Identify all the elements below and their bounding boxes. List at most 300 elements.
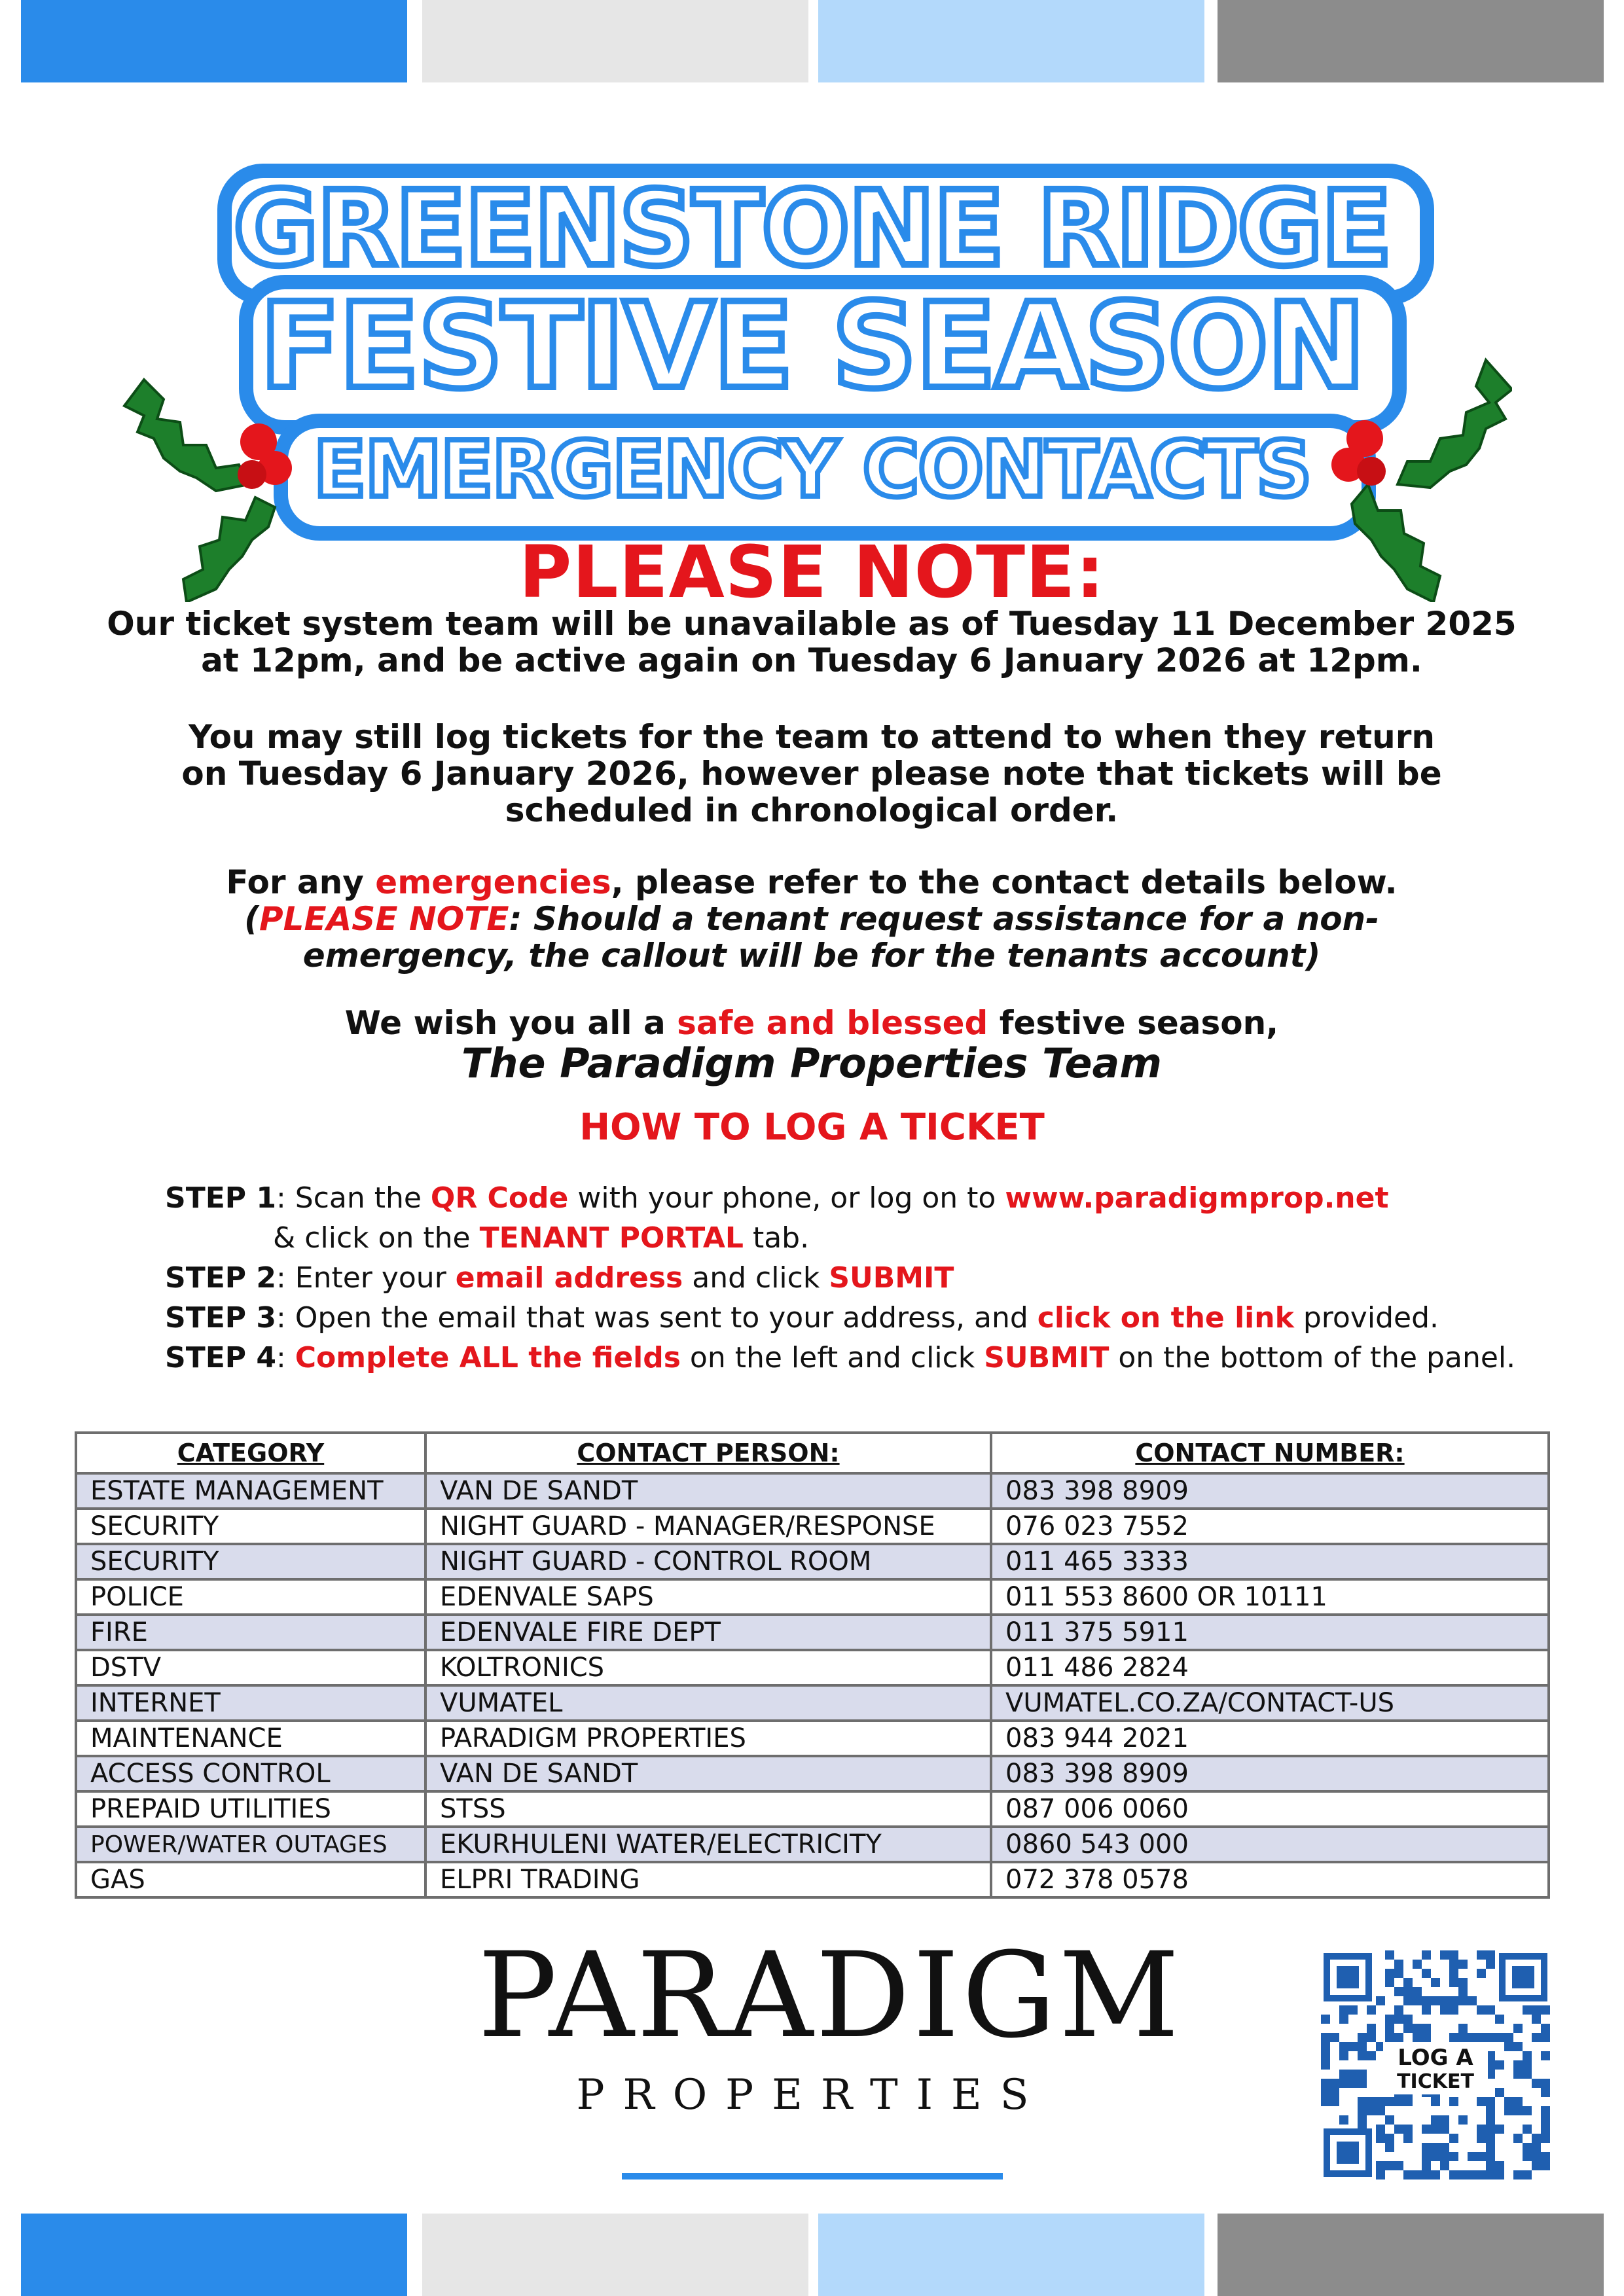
qr-module — [1513, 2060, 1523, 2070]
bottom-bar-blue — [21, 2214, 407, 2296]
qr-module — [1458, 2170, 1468, 2179]
qr-module — [1403, 1978, 1413, 1987]
qr-module — [1541, 2125, 1550, 2134]
qr-module — [1449, 1950, 1458, 1960]
table-row — [76, 1544, 1549, 1579]
cell-person: EDENVALE FIRE DEPT — [425, 1615, 991, 1650]
qr-module — [1431, 2170, 1440, 2179]
qr-module — [1394, 2015, 1403, 2024]
qr-module — [1321, 2079, 1330, 2088]
header-contact-person: CONTACT PERSON: — [425, 1433, 991, 1473]
qr-module — [1385, 2097, 1394, 2106]
qr-module — [1358, 2125, 1367, 2134]
qr-module — [1486, 1950, 1495, 1960]
qr-module — [1486, 2115, 1495, 2125]
qr-module — [1413, 2170, 1422, 2179]
qr-module — [1541, 2005, 1550, 2015]
qr-module — [1367, 2005, 1376, 2015]
qr-module — [1486, 2125, 1495, 2134]
qr-module — [1403, 1996, 1413, 2005]
logo-main-text: PARADIGM — [478, 1928, 1182, 2064]
qr-module — [1394, 1987, 1403, 1996]
qr-module — [1523, 2106, 1532, 2115]
qr-module — [1367, 2051, 1376, 2060]
qr-module — [1504, 2033, 1513, 2042]
qr-module — [1376, 2170, 1385, 2179]
qr-module — [1523, 2051, 1532, 2060]
qr-module — [1413, 1987, 1422, 1996]
table-header-row — [76, 1433, 1549, 1473]
p4-safe-blessed: safe and blessed — [677, 1004, 988, 1042]
cell-person: NIGHT GUARD - MANAGER/RESPONSE — [425, 1509, 991, 1544]
qr-module — [1495, 2170, 1504, 2179]
qr-module — [1541, 2152, 1550, 2161]
step-4-text-2: on the left and click — [680, 1341, 984, 1374]
qr-module — [1468, 2033, 1477, 2042]
table-row — [76, 1685, 1549, 1721]
p3-text-a: For any — [226, 863, 376, 901]
qr-module — [1532, 2152, 1541, 2161]
qr-module — [1541, 2161, 1550, 2170]
cell-category: ACCESS CONTROL — [76, 1756, 425, 1791]
qr-module — [1486, 2106, 1495, 2115]
qr-module — [1358, 2097, 1367, 2106]
qr-module — [1422, 1950, 1431, 1960]
qr-module — [1367, 2033, 1376, 2042]
qr-module — [1541, 2106, 1550, 2115]
qr-module — [1321, 2015, 1330, 2024]
qr-module — [1376, 2097, 1385, 2106]
cell-number: 011 465 3333 — [991, 1544, 1549, 1579]
p3-emergencies: emergencies — [375, 863, 611, 901]
qr-module — [1339, 2051, 1348, 2060]
qr-module — [1486, 2005, 1495, 2015]
qr-module — [1358, 2051, 1367, 2060]
qr-module — [1330, 2033, 1339, 2042]
qr-module — [1394, 1969, 1403, 1978]
qr-module — [1449, 2005, 1458, 2015]
cell-category: FIRE — [76, 1615, 425, 1650]
qr-module — [1440, 2152, 1449, 2161]
step-3 — [165, 1298, 1540, 1338]
qr-module — [1477, 2005, 1486, 2015]
qr-module — [1422, 2024, 1431, 2033]
qr-module — [1440, 1950, 1449, 1960]
step-1-text-4: tab. — [743, 1221, 810, 1255]
qr-module — [1422, 2170, 1431, 2179]
qr-module — [1486, 2033, 1495, 2042]
qr-module — [1440, 2161, 1449, 2170]
qr-module — [1403, 2097, 1413, 2106]
qr-module — [1458, 2033, 1468, 2042]
notice-paragraph-1 — [92, 605, 1532, 679]
qr-module — [1440, 1996, 1449, 2005]
qr-module — [1403, 2134, 1413, 2143]
qr-module — [1458, 1960, 1468, 1969]
step-1-qr-code: QR Code — [430, 1181, 569, 1215]
qr-module — [1330, 2079, 1339, 2088]
qr-module — [1376, 1996, 1385, 2005]
qr-module — [1385, 2015, 1394, 2024]
step-1-text-3: & click on the — [273, 1221, 480, 1255]
step-1 — [165, 1178, 1540, 1218]
qr-module — [1376, 2106, 1385, 2115]
qr-module — [1532, 2143, 1541, 2152]
cell-number: 011 375 5911 — [991, 1615, 1549, 1650]
qr-module — [1541, 2051, 1550, 2060]
header-contact-number: CONTACT NUMBER: — [991, 1433, 1549, 1473]
qr-module — [1358, 2042, 1367, 2051]
qr-module — [1477, 2170, 1486, 2179]
qr-module — [1431, 1978, 1440, 1987]
qr-module — [1513, 2097, 1523, 2106]
qr-module — [1358, 2115, 1367, 2125]
cell-number: 076 023 7552 — [991, 1509, 1549, 1544]
qr-module — [1458, 1996, 1468, 2005]
qr-module — [1367, 2097, 1376, 2106]
qr-module — [1321, 2097, 1330, 2106]
cell-number: 083 398 8909 — [991, 1473, 1549, 1509]
qr-module — [1532, 2079, 1541, 2088]
qr-module — [1413, 1960, 1422, 1969]
bottom-bar-grey — [1218, 2214, 1604, 2296]
qr-module — [1440, 2125, 1449, 2134]
table-row — [76, 1650, 1549, 1685]
qr-module — [1523, 2060, 1532, 2070]
qr-module — [1449, 1969, 1458, 1978]
qr-module — [1458, 1987, 1468, 1996]
qr-module — [1394, 2033, 1403, 2042]
qr-module — [1477, 2125, 1486, 2134]
steps-list — [165, 1178, 1540, 1378]
p2-text-a: You may still log tickets for the team to attend to when they return on — [181, 718, 1435, 793]
p4-text-c: festive season, — [988, 1004, 1279, 1042]
qr-module — [1541, 2115, 1550, 2125]
qr-module — [1403, 1987, 1413, 1996]
table-row — [76, 1721, 1549, 1756]
qr-module — [1486, 2134, 1495, 2143]
table-row — [76, 1579, 1549, 1615]
qr-module — [1486, 2152, 1495, 2161]
qr-module — [1513, 2106, 1523, 2115]
qr-module — [1422, 1969, 1431, 1978]
qr-module — [1422, 2143, 1431, 2152]
qr-module — [1523, 2143, 1532, 2152]
p3-paren: ( — [244, 900, 259, 938]
cell-person: VAN DE SANDT — [425, 1756, 991, 1791]
qr-module — [1468, 2152, 1477, 2161]
cell-number: 011 486 2824 — [991, 1650, 1549, 1685]
step-1-tenant-portal: TENANT PORTAL — [479, 1221, 744, 1255]
step-4-label: STEP 4 — [165, 1341, 276, 1374]
cell-category: POWER/WATER OUTAGES — [76, 1827, 425, 1862]
qr-module — [1431, 2125, 1440, 2134]
qr-module — [1348, 2079, 1358, 2088]
top-bar-grey — [1218, 0, 1604, 82]
qr-module — [1532, 2005, 1541, 2015]
qr-module — [1376, 2161, 1385, 2170]
qr-module — [1513, 2070, 1523, 2079]
qr-module — [1358, 2079, 1367, 2088]
qr-module — [1495, 2060, 1504, 2070]
step-4-submit: SUBMIT — [984, 1341, 1110, 1374]
qr-module — [1477, 2152, 1486, 2161]
logo-underline — [622, 2173, 1003, 2179]
qr-label-2: TICKET — [1397, 2070, 1474, 2093]
qr-module — [1532, 2134, 1541, 2143]
qr-module — [1458, 1978, 1468, 1987]
table-row — [76, 1509, 1549, 1544]
table-row — [76, 1473, 1549, 1509]
qr-module — [1385, 1978, 1394, 1987]
step-3-text-1: : Open the email that was sent to your address, and — [276, 1301, 1038, 1335]
p3-please-note: PLEASE NOTE — [259, 900, 509, 938]
qr-module — [1449, 2170, 1458, 2179]
qr-module — [1348, 2070, 1358, 2079]
qr-module — [1486, 2161, 1495, 2170]
p1-date-start: Tuesday 11 December 2025 at 12pm — [201, 605, 1517, 679]
qr-module — [1422, 2005, 1431, 2015]
qr-module — [1339, 2042, 1348, 2051]
p2-date: Tuesday 6 January 2026 — [238, 755, 677, 793]
step-4-complete-fields: Complete ALL the fields — [295, 1341, 681, 1374]
qr-module — [1495, 2125, 1504, 2134]
cell-number: 011 553 8600 OR 10111 — [991, 1579, 1549, 1615]
step-3-label: STEP 3 — [165, 1301, 276, 1335]
qr-module — [1477, 2033, 1486, 2042]
cell-category: SECURITY — [76, 1544, 425, 1579]
cell-category: ESTATE MANAGEMENT — [76, 1473, 425, 1509]
qr-module — [1541, 2088, 1550, 2097]
step-4-text-1: : — [276, 1341, 295, 1374]
qr-module — [1513, 2170, 1523, 2179]
qr-module — [1449, 1960, 1458, 1969]
qr-module — [1440, 2143, 1449, 2152]
qr-module — [1541, 2024, 1550, 2033]
cell-number: 0860 543 000 — [991, 1827, 1549, 1862]
signature: The Paradigm Properties Team — [461, 1039, 1162, 1087]
notice-paragraph-4 — [92, 1005, 1532, 1041]
step-1-text-1: : Scan the — [276, 1181, 431, 1215]
qr-module — [1422, 2161, 1431, 2170]
cell-number: 083 398 8909 — [991, 1756, 1549, 1791]
cell-category: PREPAID UTILITIES — [76, 1791, 425, 1827]
step-1-continued — [165, 1218, 1540, 1258]
notice-paragraph-3-note — [157, 901, 1466, 974]
qr-module — [1486, 2170, 1495, 2179]
logo-sub-text: PROPERTIES — [576, 2071, 1047, 2119]
top-bar-blue — [21, 0, 407, 82]
cell-person: KOLTRONICS — [425, 1650, 991, 1685]
cell-person: EDENVALE SAPS — [425, 1579, 991, 1615]
qr-module — [1468, 2170, 1477, 2179]
qr-module — [1513, 2042, 1523, 2051]
table-row — [76, 1756, 1549, 1791]
step-1-website-link[interactable]: www.paradigmprop.net — [1005, 1181, 1389, 1215]
notice-paragraph-2 — [170, 719, 1453, 829]
step-2-email: email address — [455, 1261, 683, 1295]
qr-module — [1403, 2125, 1413, 2134]
step-2-submit: SUBMIT — [829, 1261, 954, 1295]
qr-module — [1394, 1960, 1403, 1969]
p1-date-end: Tuesday 6 January 2026 at 12pm. — [808, 641, 1422, 679]
step-2-text-1: : Enter your — [276, 1261, 456, 1295]
p3-text-c: , please refer to the contact details below. — [611, 863, 1398, 901]
qr-module — [1431, 2143, 1440, 2152]
qr-module — [1477, 1969, 1486, 1978]
cell-person: VAN DE SANDT — [425, 1473, 991, 1509]
qr-module — [1376, 2125, 1385, 2134]
qr-module — [1321, 2042, 1330, 2051]
qr-module — [1321, 2088, 1330, 2097]
qr-module — [1358, 2106, 1367, 2115]
title-emergency-contacts: EMERGENCY CONTACTS — [313, 424, 1311, 514]
cell-number: VUMATEL.CO.ZA/CONTACT-US — [991, 1685, 1549, 1721]
qr-module — [1385, 2161, 1394, 2170]
table-row — [76, 1615, 1549, 1650]
qr-module — [1413, 1996, 1422, 2005]
qr-module — [1477, 1950, 1486, 1960]
qr-code[interactable] — [1321, 1950, 1550, 2182]
qr-module — [1403, 2024, 1413, 2033]
qr-module — [1477, 2134, 1486, 2143]
qr-module — [1394, 2005, 1403, 2015]
qr-module — [1486, 2097, 1495, 2106]
qr-module — [1495, 2161, 1504, 2170]
qr-module — [1504, 2106, 1513, 2115]
qr-module — [1367, 2024, 1376, 2033]
qr-module — [1431, 2097, 1440, 2106]
cell-number: 087 006 0060 — [991, 1791, 1549, 1827]
qr-module — [1339, 2005, 1348, 2015]
step-2-label: STEP 2 — [165, 1261, 276, 1295]
qr-module — [1513, 2024, 1523, 2033]
qr-module — [1449, 2097, 1458, 2106]
step-2-text-2: and click — [683, 1261, 829, 1295]
cell-number: 072 378 0578 — [991, 1862, 1549, 1897]
cell-number: 083 944 2021 — [991, 1721, 1549, 1756]
qr-module — [1403, 2015, 1413, 2024]
cell-person: PARADIGM PROPERTIES — [425, 1721, 991, 1756]
qr-module — [1394, 2161, 1403, 2170]
qr-module — [1458, 2115, 1468, 2125]
cell-category: INTERNET — [76, 1685, 425, 1721]
qr-module — [1523, 2070, 1532, 2079]
qr-module — [1321, 2051, 1330, 2060]
qr-module — [1403, 2170, 1413, 2179]
bottom-bar-light-blue — [818, 2214, 1204, 2296]
qr-module — [1523, 2170, 1532, 2179]
cell-person: NIGHT GUARD - CONTROL ROOM — [425, 1544, 991, 1579]
qr-module — [1431, 2152, 1440, 2161]
cell-category: MAINTENANCE — [76, 1721, 425, 1756]
notice-paragraph-3 — [92, 864, 1532, 901]
qr-module — [1385, 2143, 1394, 2152]
p1-text-a: Our ticket system team will be — [107, 605, 683, 643]
qr-module — [1321, 2033, 1330, 2042]
qr-module — [1523, 2125, 1532, 2134]
qr-module — [1413, 2033, 1422, 2042]
top-bar-light-blue — [818, 0, 1204, 82]
step-1-text-2: with your phone, or log on to — [568, 1181, 1005, 1215]
qr-module — [1422, 2125, 1431, 2134]
qr-module — [1385, 2033, 1394, 2042]
p1-text-e: , and be active again on — [353, 641, 808, 679]
qr-module — [1358, 2033, 1367, 2042]
qr-module — [1486, 1960, 1495, 1969]
qr-module — [1422, 2152, 1431, 2161]
qr-module — [1385, 2024, 1394, 2033]
qr-module — [1431, 2115, 1440, 2125]
table-row — [76, 1827, 1549, 1862]
contacts-table — [75, 1431, 1550, 1899]
qr-module — [1458, 2024, 1468, 2033]
p4-text-a: We wish you all a — [344, 1004, 677, 1042]
qr-module — [1532, 2033, 1541, 2042]
qr-module — [1486, 2143, 1495, 2152]
qr-code-icon — [1321, 1950, 1550, 2179]
qr-module — [1468, 1996, 1477, 2005]
qr-module — [1339, 2070, 1348, 2079]
cell-category: SECURITY — [76, 1509, 425, 1544]
cell-category: DSTV — [76, 1650, 425, 1685]
qr-module — [1541, 2079, 1550, 2088]
table-row — [76, 1791, 1549, 1827]
qr-module — [1339, 2079, 1348, 2088]
cell-category: GAS — [76, 1862, 425, 1897]
title-festive-season: FESTIVE SEASON — [259, 278, 1365, 415]
qr-module — [1330, 2097, 1339, 2106]
how-to-log-heading: HOW TO LOG A TICKET — [579, 1106, 1045, 1149]
paradigm-logo — [478, 1928, 1182, 2119]
qr-module — [1495, 2015, 1504, 2024]
step-2 — [165, 1258, 1540, 1298]
qr-module — [1449, 2134, 1458, 2143]
table-row — [76, 1862, 1549, 1897]
cell-person: VUMATEL — [425, 1685, 991, 1721]
qr-module — [1321, 2060, 1330, 2070]
qr-module — [1449, 2152, 1458, 2161]
qr-module — [1385, 2115, 1394, 2125]
qr-module — [1385, 1950, 1394, 1960]
qr-module — [1339, 2015, 1348, 2024]
cell-person: EKURHULENI WATER/ELECTRICITY — [425, 1827, 991, 1862]
qr-module — [1422, 1996, 1431, 2005]
p3-note-text: : Should a tenant request assistance for a non-emergency, the callout will be for the tenants account) — [302, 900, 1379, 975]
qr-module — [1367, 2106, 1376, 2115]
step-4-text-3: on the bottom of the panel. — [1109, 1341, 1516, 1374]
qr-module — [1431, 1996, 1440, 2005]
cell-person: ELPRI TRADING — [425, 1862, 991, 1897]
qr-module — [1385, 1969, 1394, 1978]
qr-module — [1504, 2042, 1513, 2051]
qr-module — [1348, 2005, 1358, 2015]
qr-label-1: LOG A — [1398, 2045, 1473, 2071]
qr-module — [1477, 2097, 1486, 2106]
qr-module — [1449, 1978, 1458, 1987]
qr-module — [1513, 2134, 1523, 2143]
qr-module — [1394, 2125, 1403, 2134]
top-bar-light-grey — [422, 0, 808, 82]
qr-module — [1504, 2097, 1513, 2106]
qr-module — [1449, 2033, 1458, 2042]
title-greenstone-ridge: GREENSTONE RIDGE — [233, 169, 1391, 289]
qr-module — [1532, 2161, 1541, 2170]
p1-text-c: as of — [897, 605, 1009, 643]
qr-module — [1394, 2097, 1403, 2106]
qr-module — [1440, 2005, 1449, 2015]
p2-text-c: , however please note that tickets will be scheduled in chronological order. — [505, 755, 1442, 829]
